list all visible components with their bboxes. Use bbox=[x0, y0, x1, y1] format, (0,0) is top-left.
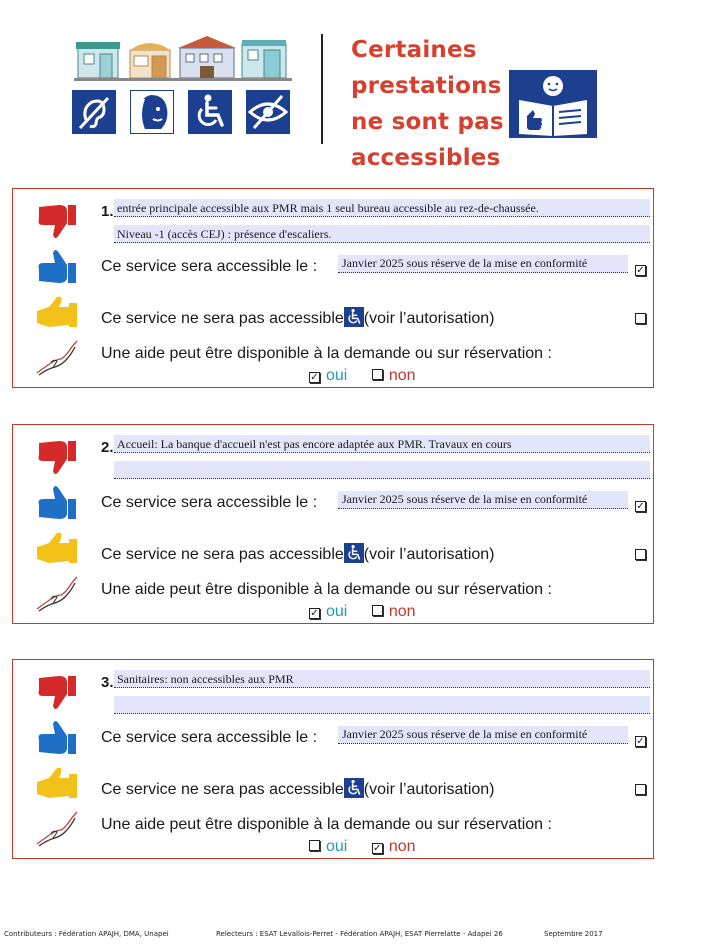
title-line-2: ne sont pas bbox=[351, 109, 504, 135]
not-accessible-label: Ce service ne sera pas accessible bbox=[101, 310, 344, 327]
oui-checkbox[interactable]: ✓ bbox=[310, 608, 319, 619]
thumbs-down-icon bbox=[35, 672, 79, 712]
section-number: 2. bbox=[101, 439, 114, 456]
thumbs-up-icon bbox=[35, 483, 79, 523]
accessible-date-field[interactable]: Janvier 2025 sous réserve de la mise en conformité bbox=[338, 255, 628, 273]
section-number: 1. bbox=[101, 203, 114, 220]
oui-label: oui bbox=[326, 367, 348, 384]
oui-label: oui bbox=[326, 603, 348, 620]
non-checkbox[interactable] bbox=[372, 605, 383, 616]
wheelchair-icon bbox=[344, 307, 364, 327]
not-accessible-row bbox=[101, 778, 495, 799]
accessible-date-label: Ce service sera accessible le : bbox=[101, 729, 318, 746]
footer bbox=[0, 926, 720, 946]
yellow-thumb-icon bbox=[35, 764, 79, 804]
not-accessible-checkbox[interactable] bbox=[635, 313, 646, 324]
thumbs-down-icon bbox=[35, 437, 79, 477]
help-label: Une aide peut être disponible à la demande ou sur réservation : bbox=[101, 581, 552, 598]
deaf-icon bbox=[72, 90, 116, 134]
thumbs-up-icon bbox=[35, 718, 79, 758]
handicap-icons-row bbox=[72, 90, 296, 138]
accessible-date-field[interactable]: Janvier 2025 sous réserve de la mise en conformité bbox=[338, 491, 628, 509]
help-options bbox=[309, 838, 416, 856]
accessible-date-field[interactable]: Janvier 2025 sous réserve de la mise en conformité bbox=[338, 726, 628, 744]
description-field-line-2[interactable] bbox=[114, 461, 650, 479]
not-accessible-label: Ce service ne sera pas accessible bbox=[101, 546, 344, 563]
description-field-line-1[interactable]: Sanitaires: non accessibles aux PMR bbox=[114, 670, 650, 688]
accessible-date-label: Ce service sera accessible le : bbox=[101, 258, 318, 275]
blind-icon bbox=[246, 90, 290, 134]
accessible-date-label: Ce service sera accessible le : bbox=[101, 494, 318, 511]
thumbs-up-icon bbox=[35, 247, 79, 287]
non-label: non bbox=[388, 838, 416, 855]
title-line-3: accessibles bbox=[351, 145, 501, 171]
service-section-3 bbox=[12, 659, 654, 859]
easy-read-icon bbox=[509, 70, 597, 138]
description-field-line-1[interactable]: Accueil: La banque d'accueil n'est pas encore adaptée aux PMR. Travaux en cours bbox=[114, 435, 650, 453]
description-field-line-2[interactable] bbox=[114, 696, 650, 714]
buildings-icon bbox=[74, 34, 292, 82]
header-divider bbox=[321, 34, 323, 144]
non-checkbox[interactable]: ✓ bbox=[373, 843, 382, 854]
helping-hands-icon bbox=[35, 337, 79, 377]
help-label: Une aide peut être disponible à la demande ou sur réservation : bbox=[101, 816, 552, 833]
not-accessible-checkbox[interactable] bbox=[635, 549, 646, 560]
helping-hands-icon bbox=[35, 808, 79, 848]
yellow-thumb-icon bbox=[35, 293, 79, 333]
non-label: non bbox=[388, 367, 416, 384]
header bbox=[0, 0, 720, 171]
description-field-line-1[interactable]: entrée principale accessible aux PMR mais 1 seul bureau accessible au rez-de-chaussée. bbox=[114, 199, 650, 217]
non-checkbox[interactable] bbox=[372, 369, 383, 380]
not-accessible-row bbox=[101, 307, 495, 328]
footer-date: Septembre 2017 bbox=[544, 930, 603, 938]
accessible-checkbox[interactable]: ✓ bbox=[636, 501, 645, 512]
non-label: non bbox=[388, 603, 416, 620]
service-section-1 bbox=[12, 188, 654, 388]
wheelchair-icon bbox=[188, 90, 232, 134]
footer-readers: Relecteurs : ESAT Levallois-Perret - Fédération APAJH, ESAT Pierrelatte - Adapei 26 bbox=[216, 930, 503, 938]
section-number: 3. bbox=[101, 674, 114, 691]
accessible-checkbox[interactable]: ✓ bbox=[636, 736, 645, 747]
help-options bbox=[309, 603, 416, 621]
title-line-1: Certaines prestations bbox=[351, 37, 502, 99]
service-section-2 bbox=[12, 424, 654, 624]
mental-disability-icon bbox=[130, 90, 174, 134]
voir-autorisation-label: (voir l’autorisation) bbox=[363, 546, 495, 563]
not-accessible-checkbox[interactable] bbox=[635, 784, 646, 795]
oui-label: oui bbox=[326, 838, 348, 855]
wheelchair-icon bbox=[344, 778, 364, 798]
oui-checkbox[interactable] bbox=[309, 840, 320, 851]
not-accessible-row bbox=[101, 543, 495, 564]
yellow-thumb-icon bbox=[35, 529, 79, 569]
accessible-checkbox[interactable]: ✓ bbox=[636, 265, 645, 276]
thumbs-down-icon bbox=[35, 201, 79, 241]
not-accessible-label: Ce service ne sera pas accessible bbox=[101, 781, 344, 798]
voir-autorisation-label: (voir l’autorisation) bbox=[363, 310, 495, 327]
help-label: Une aide peut être disponible à la demande ou sur réservation : bbox=[101, 345, 552, 362]
wheelchair-icon bbox=[344, 543, 364, 563]
help-options bbox=[309, 367, 416, 385]
oui-checkbox[interactable]: ✓ bbox=[310, 372, 319, 383]
description-field-line-2[interactable]: Niveau -1 (accès CEJ) : présence d'escaliers. bbox=[114, 225, 650, 243]
footer-contributors: Contributeurs : Fédération APAJH, DMA, Unapei bbox=[4, 930, 169, 938]
helping-hands-icon bbox=[35, 573, 79, 613]
voir-autorisation-label: (voir l’autorisation) bbox=[363, 781, 495, 798]
